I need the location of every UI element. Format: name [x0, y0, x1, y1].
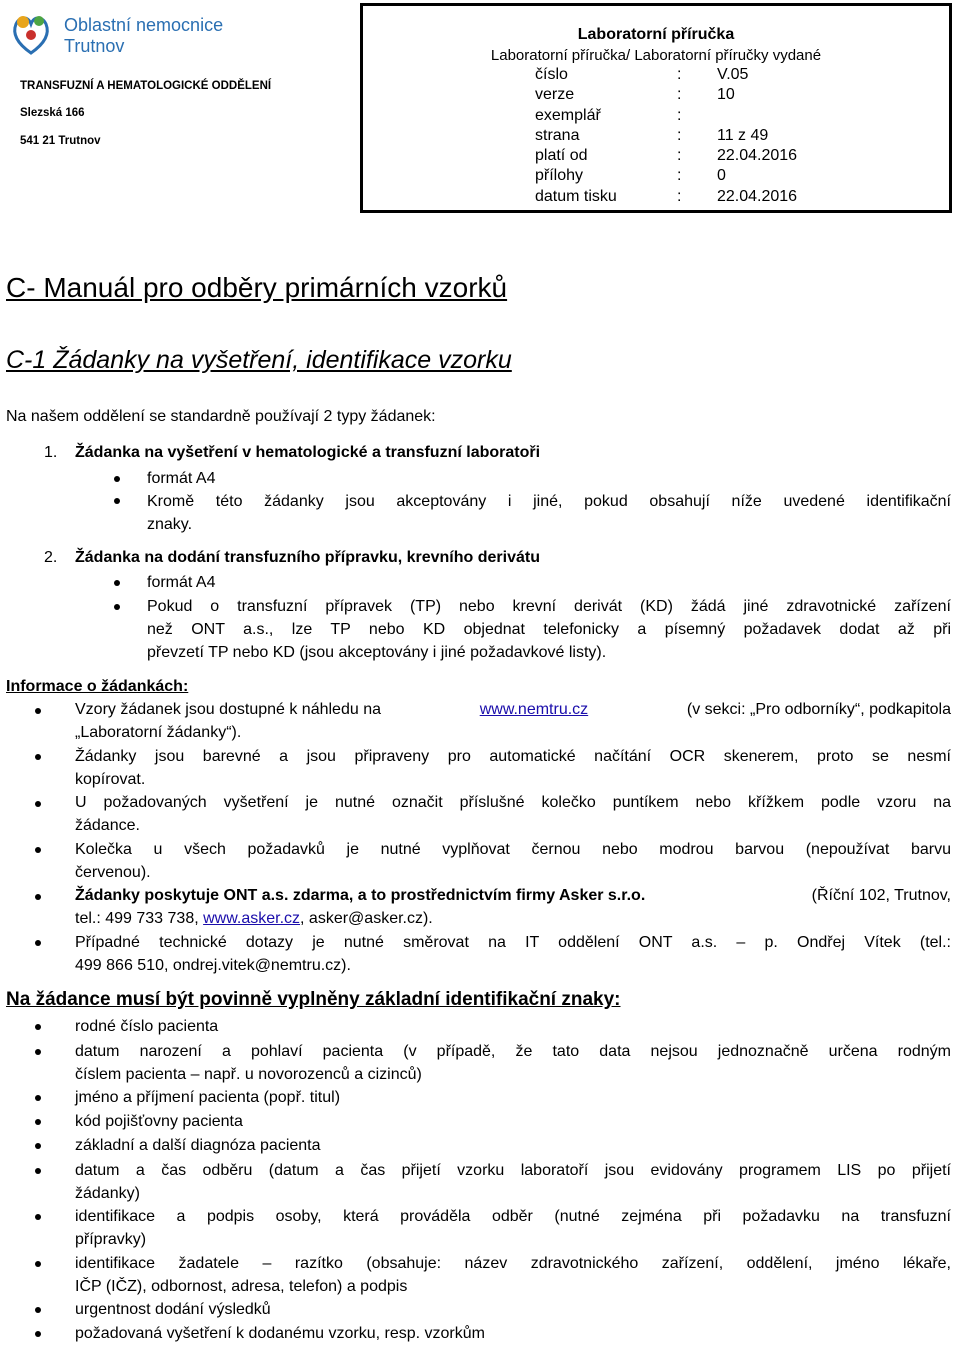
req-item: základní a další diagnóza pacienta — [75, 1137, 321, 1154]
info-item-4-line2: červenou). — [75, 864, 151, 881]
type1-format: formát A4 — [147, 470, 216, 487]
bullet-icon — [35, 801, 41, 807]
bullet-icon — [35, 894, 41, 900]
list-number: 1. — [44, 444, 58, 461]
req-item: kód pojišťovny pacienta — [75, 1113, 243, 1130]
info-heading: Informace o žádankách: — [6, 678, 189, 695]
info-item-3-line1: U požadovaných vyšetření je nutné označit příslušné kolečko puntíkem nebo křížkem podle vzoru na — [75, 794, 951, 811]
section-heading: C-1 Žádanky na vyšetření, identifikace vzorku — [6, 346, 512, 374]
info-item-2-line2: kopírovat. — [75, 771, 146, 788]
info-item-2-line1: Žádanky jsou barevné a jsou připraveny pro automatické načítání OCR skenerem, proto se nesmí — [75, 748, 951, 765]
type2-note-line2: než ONT a.s., lze TP nebo KD objednat telefonicky a písemný požadavek dodat až při — [147, 621, 951, 638]
type2-note-line1: Pokud o transfuzní přípravek (TP) nebo krevní derivát (KD) žádá jiné zdravotnické zařízení — [147, 598, 951, 615]
address-street: Slezská 166 — [20, 107, 85, 119]
type2-format: formát A4 — [147, 574, 216, 591]
info-item-5-line1: Žádanky poskytuje ONT a.s. zdarma, a to prostřednictvím firmy Asker s.r.o. (Říční 102, Trutnov, — [75, 887, 951, 904]
req-item: datum narození a pohlaví pacienta (v případě, že tato data nejsou jednoznačně určena rodným — [75, 1043, 951, 1060]
req-item: identifikace žadatele – razítko (obsahuje: název zdravotnického zařízení, oddělení, jméno lékaře, — [75, 1255, 951, 1272]
logo-line2: Trutnov — [64, 36, 125, 56]
department-name: TRANSFUZNÍ A HEMATOLOGICKÉ ODDĚLENÍ — [20, 80, 272, 92]
bullet-icon — [35, 1024, 41, 1030]
type2-note-line3: převzetí TP nebo KD (jsou akceptovány i jiné požadavkové listy). — [147, 644, 607, 661]
bullet-icon — [35, 1307, 41, 1313]
type1-note-line2: znaky. — [147, 516, 193, 533]
info-item-3-line2: žádance. — [75, 817, 140, 834]
req-item-cont: přípravky) — [75, 1231, 147, 1248]
intro-text: Na našem oddělení se standardně používají 2 typy žádanek: — [6, 408, 436, 425]
document-header-box: Laboratorní příručka Laboratorní příručka/ Laboratorní příručky vydané číslo : V.05 verze : 10 exemplář : strana : 11 z 49 platí od : 22.04.2016 přílohy : 0 datum tisku : 22.04.2016 — [360, 3, 952, 213]
bullet-icon — [114, 498, 120, 504]
bullet-icon — [35, 1331, 41, 1337]
info-item-1-line2: „Laboratorní žádanky“). — [75, 724, 242, 741]
asker-link[interactable]: www.asker.cz — [203, 910, 301, 927]
req-item: jméno a příjmení pacienta (popř. titul) — [75, 1089, 341, 1106]
req-item-cont: žádanky) — [75, 1185, 140, 1202]
req-item: rodné číslo pacienta — [75, 1018, 219, 1035]
bullet-icon — [35, 1261, 41, 1267]
info-item-6-line1: Případné technické dotazy je nutné směrovat na IT oddělení ONT a.s. – p. Ondřej Vítek (tel.: — [75, 934, 951, 951]
chapter-heading: C- Manuál pro odběry primárních vzorků — [6, 272, 508, 303]
hospital-logo — [6, 6, 326, 66]
logo-text — [64, 15, 223, 57]
req-item: urgentnost dodání výsledků — [75, 1301, 271, 1318]
req-item: datum a čas odběru (datum a čas přijetí vzorku laboratoří jsou evidovány programem LIS po přijetí — [75, 1162, 951, 1179]
list-number: 2. — [44, 549, 58, 566]
bullet-icon — [35, 708, 41, 714]
nemtru-link[interactable]: www.nemtru.cz — [479, 701, 589, 718]
req-item: identifikace a podpis osoby, která prováděla odběr (nutné zejména při požadavku na transfuzní — [75, 1208, 951, 1225]
bullet-icon — [35, 1214, 41, 1220]
info-item-5-line2: tel.: 499 733 738, www.asker.cz, asker@asker.cz). — [75, 910, 433, 927]
type1-note-line1: Kromě této žádanky jsou akceptovány i jiné, pokud obsahují níže uvedené identifikační — [147, 493, 951, 510]
header-subtitle: Laboratorní příručka/ Laboratorní příručky vydané — [490, 47, 822, 64]
bullet-icon — [35, 1168, 41, 1174]
info-item-6-line2: 499 866 510, ondrej.vitek@nemtru.cz). — [75, 957, 351, 974]
required-heading: Na žádance musí být povinně vyplněny základní identifikační znaky: — [6, 989, 621, 1010]
logo-line1: Oblastní nemocnice — [64, 15, 224, 35]
info-item-4-line1: Kolečka u všech požadavků je nutné vyplňovat černou nebo modrou barvou (nepoužívat barvu — [75, 841, 951, 858]
bullet-icon — [35, 1119, 41, 1125]
req-item-cont: číslem pacienta – např. u novorozenců a cizinců) — [75, 1066, 422, 1083]
req-item: požadovaná vyšetření k dodanému vzorku, resp. vzorkům — [75, 1325, 485, 1342]
bullet-icon — [35, 940, 41, 946]
bullet-icon — [35, 1143, 41, 1149]
bullet-icon — [35, 1049, 41, 1055]
bullet-icon — [35, 1095, 41, 1101]
logo-icon — [6, 8, 56, 58]
type1-title: Žádanka na vyšetření v hematologické a transfuzní laboratoři — [75, 444, 541, 461]
req-item-cont: IČP (IČZ), odbornost, adresa, telefon) a podpis — [75, 1278, 408, 1295]
bullet-icon — [114, 476, 120, 482]
bullet-icon — [114, 580, 120, 586]
type2-title: Žádanka na dodání transfuzního přípravku, krevního derivátu — [75, 549, 540, 566]
header-title: Laboratorní příručka — [577, 26, 735, 43]
bullet-icon — [35, 847, 41, 853]
bullet-icon — [114, 604, 120, 610]
address-city: 541 21 Trutnov — [20, 135, 101, 147]
bullet-icon — [35, 754, 41, 760]
info-item-1-line1: Vzory žádanek jsou dostupné k náhledu na www.nemtru.cz (v sekci: „Pro odborníky“, podkapitola — [75, 698, 951, 721]
